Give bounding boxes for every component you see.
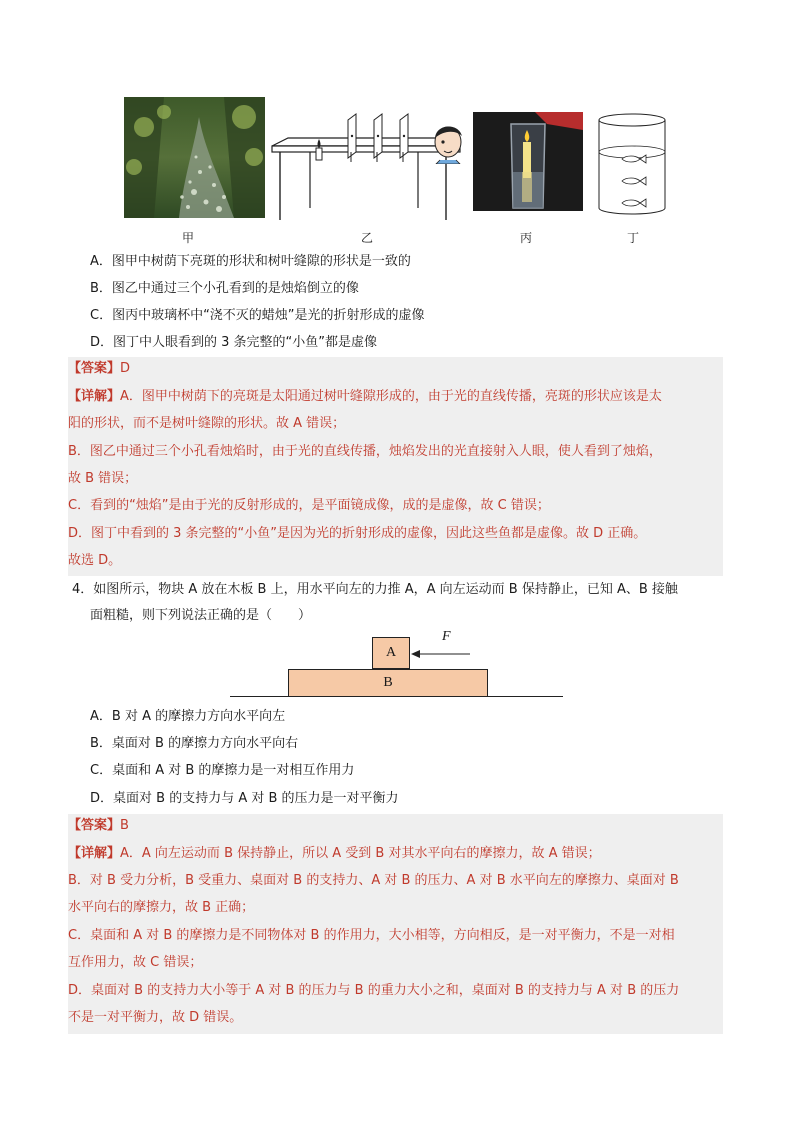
q4-option-c: C．桌面和 A 对 B 的摩擦力是一对相互作用力	[90, 763, 355, 778]
caption-ding: 丁	[627, 231, 640, 245]
block-b: B	[288, 669, 488, 697]
q3-detail-line-3: B．图乙中通过三个小孔看烛焰时，由于光的直线传播，烛焰发出的光直接射入人眼，使人看到了烛焰，	[68, 444, 662, 459]
caption-yi: 乙	[361, 231, 374, 245]
q4-detail-line-6: D．桌面对 B 的支持力大小等于 A 对 B 的压力与 B 的重力大小之和，桌面对 B 的支持力与 A 对 B 的压力	[68, 983, 680, 998]
q4-stem-line-2: 面粗糙，则下列说法正确的是（ ）	[90, 608, 312, 623]
q4-answer	[68, 817, 129, 835]
q3-answer-value: D	[120, 361, 131, 376]
q3-option-a: A．图甲中树荫下亮斑的形状和树叶缝隙的形状是一致的	[90, 254, 411, 269]
q3-detail-line-6: D．图丁中看到的 3 条完整的“小鱼”是因为光的折射形成的虚像，因此这些鱼都是虚像。故 D 正确。	[68, 526, 647, 541]
q3-answer-label: 【答案】	[68, 361, 121, 376]
q4-detail-line-3: 水平向右的摩擦力，故 B 正确；	[68, 900, 255, 915]
glass-candle-photo	[473, 112, 583, 211]
q4-option-d: D．桌面对 B 的支持力与 A 对 B 的压力是一对平衡力	[90, 791, 399, 806]
force-arrow-icon	[410, 645, 472, 661]
q4-option-b: B．桌面对 B 的摩擦力方向水平向右	[90, 736, 299, 751]
boy-face-icon	[430, 118, 466, 164]
q3-detail-label: 【详解】	[68, 389, 121, 404]
q3-option-d: D．图丁中人眼看到的 3 条完整的“小鱼”都是虚像	[90, 335, 378, 350]
q4-detail-line-7: 不是一对平衡力，故 D 错误。	[68, 1010, 243, 1025]
q4-detail-label: 【详解】	[68, 846, 121, 861]
q4-detail-line-2: B．对 B 受力分析，B 受重力、桌面对 B 的支持力、A 对 B 的压力、A 对 B 水平向左的摩擦力、桌面对 B	[68, 873, 679, 888]
caption-bing: 丙	[520, 231, 533, 245]
q4-stem-line-1: 4．如图所示，物块 A 放在木板 B 上，用水平向左的力推 A，A 向左运动而 B 保持静止，已知 A、B 接触	[72, 582, 678, 597]
q3-detail-line-2: 阳的形状，而不是树叶缝隙的形状。故 A 错误；	[68, 416, 346, 431]
q3-option-c: C．图丙中玻璃杯中“浇不灭的蜡烛”是光的折射形成的虚像	[90, 308, 425, 323]
block-a: A	[372, 637, 410, 669]
caption-jia: 甲	[182, 231, 195, 245]
force-label: F	[442, 629, 451, 644]
q4-block-figure	[230, 629, 565, 699]
q3-detail-line-7: 故选 D。	[68, 553, 122, 568]
q4-answer-label: 【答案】	[68, 818, 121, 833]
forest-photo	[124, 97, 265, 218]
fish-tank-figure	[596, 112, 668, 216]
q4-option-a: A．B 对 A 的摩擦力方向水平向左	[90, 709, 286, 724]
q4-answer-value: B	[120, 818, 129, 833]
q3-detail-line-1: 【详解】A．图甲中树荫下的亮斑是太阳通过树叶缝隙形成的，由于光的直线传播，亮斑的形状应该是太	[68, 389, 662, 404]
q3-answer	[68, 360, 130, 378]
q4-detail-line-1: 【详解】A．A 向左运动而 B 保持静止，所以 A 受到 B 对其水平向右的摩擦力，故 A 错误；	[68, 846, 601, 861]
q3-option-b: B．图乙中通过三个小孔看到的是烛焰倒立的像	[90, 281, 359, 296]
q3-detail-line-4: 故 B 错误；	[68, 471, 138, 486]
q4-detail-line-5: 互作用力，故 C 错误；	[68, 955, 203, 970]
ground-line	[230, 696, 563, 697]
q4-detail-line-4: C．桌面和 A 对 B 的摩擦力是不同物体对 B 的作用力，大小相等，方向相反，是一对平衡力，不是一对相	[68, 928, 675, 943]
q3-detail-line-5: C．看到的“烛焰”是由于光的反射形成的，是平面镜成像，成的是虚像，故 C 错误；	[68, 498, 550, 513]
